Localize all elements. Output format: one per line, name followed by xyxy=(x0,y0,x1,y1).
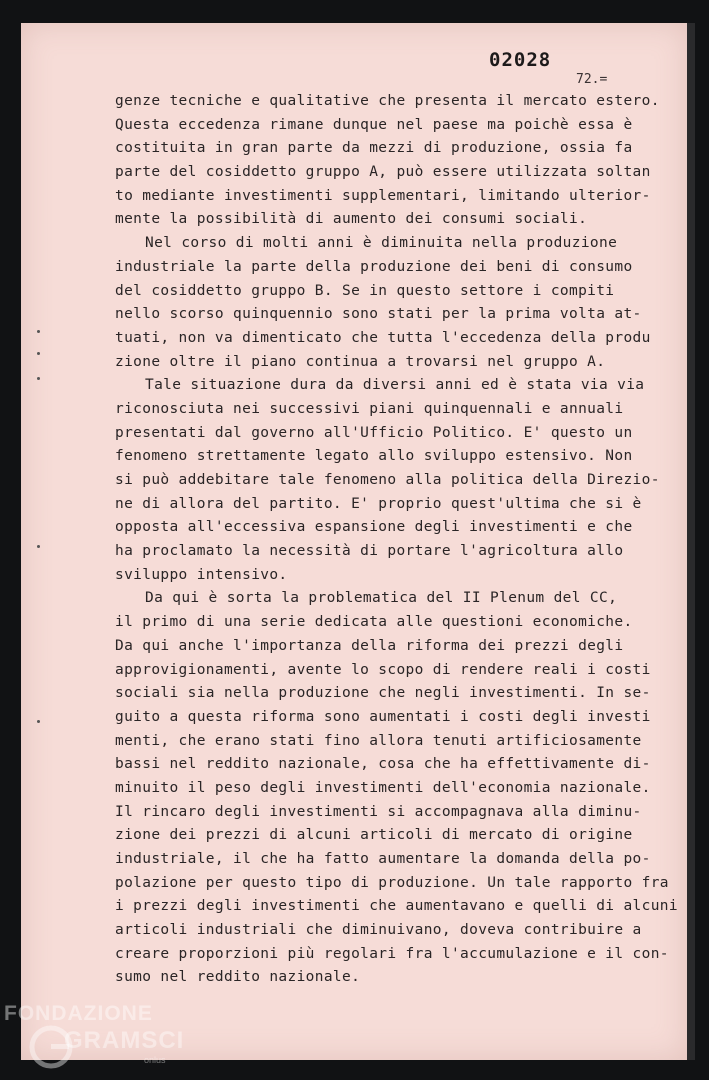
text-line: approvigionamenti, avente lo scopo di rendere reali i costi xyxy=(115,661,651,678)
text-line: nello scorso quinquennio sono stati per la prima volta at- xyxy=(115,306,642,323)
text-line: costituita in gran parte da mezzi di produzione, ossia fa xyxy=(115,140,633,157)
text-line: ha proclamato la necessità di portare l'agricoltura allo xyxy=(115,543,624,560)
watermark-logo xyxy=(4,1002,204,1080)
text-line: Nel corso di molti anni è diminuita nella produzione xyxy=(145,235,618,252)
text-line: to mediante investimenti supplementari, limitando ulterior- xyxy=(115,187,651,204)
margin-mark xyxy=(37,545,40,548)
text-line: ne di allora del partito. E' proprio quest'ultima che si è xyxy=(115,495,642,512)
text-line: Il rincaro degli investimenti si accompagnava alla diminu- xyxy=(115,803,642,820)
text-line: presentati dal governo all'Ufficio Politico. E' questo un xyxy=(115,424,633,441)
text-line: tuati, non va dimenticato che tutta l'eccedenza della produ xyxy=(115,329,651,346)
text-line: guito a questa riforma sono aumentati i costi degli investi xyxy=(115,708,651,725)
watermark-line2: GRAMSCI xyxy=(64,1027,185,1054)
text-line: zione oltre il piano continua a trovarsi nel gruppo A. xyxy=(115,353,606,370)
text-line: opposta all'eccessiva espansione degli investimenti e che xyxy=(115,519,633,536)
text-line: sumo nel reddito nazionale. xyxy=(115,969,361,986)
text-line: Da qui anche l'importanza della riforma dei prezzi degli xyxy=(115,637,624,654)
margin-mark xyxy=(37,330,40,333)
text-line: Tale situazione dura da diversi anni ed è stata via via xyxy=(145,377,645,394)
document-body xyxy=(115,90,678,990)
text-line: si può addebitare tale fenomeno alla politica della Direzio- xyxy=(115,472,660,488)
text-line: creare proporzioni più regolari fra l'accumulazione e il con- xyxy=(115,945,669,962)
text-line: del cosiddetto gruppo B. Se in questo settore i compiti xyxy=(115,282,615,299)
text-line: industriale la parte della produzione dei beni di consumo xyxy=(115,258,633,275)
text-line: mente la possibilità di aumento dei consumi sociali. xyxy=(115,211,588,228)
text-line: fenomeno strettamente legato allo sviluppo estensivo. Non xyxy=(115,448,633,465)
page-number: 72.= xyxy=(576,72,608,87)
text-line: sviluppo intensivo. xyxy=(115,566,288,583)
text-line: parte del cosiddetto gruppo A, può essere utilizzata soltan xyxy=(115,164,651,181)
margin-mark xyxy=(37,352,40,355)
text-line: zione dei prezzi di alcuni articoli di mercato di origine xyxy=(115,827,633,844)
text-line: articoli industriali che diminuivano, doveva contribuire a xyxy=(115,922,642,939)
watermark-line1: FONDAZIONE xyxy=(4,1002,153,1025)
text-line: polazione per questo tipo di produzione. Un tale rapporto fra xyxy=(115,874,669,891)
scan-edge xyxy=(687,23,695,1060)
text-line: riconosciuta nei successivi piani quinquennali e annuali xyxy=(115,400,624,417)
archive-number: 02028 xyxy=(489,49,552,71)
text-line: minuito il peso degli investimenti dell'economia nazionale. xyxy=(115,779,651,796)
text-line: Questa eccedenza rimane dunque nel paese ma poichè essa è xyxy=(115,116,633,133)
text-line: industriale, il che ha fatto aumentare la domanda della po- xyxy=(115,851,651,867)
text-line: i prezzi degli investimenti che aumentavano e quelli di alcuni xyxy=(115,898,678,915)
text-line: il primo di una serie dedicata alle questioni economiche. xyxy=(115,614,633,631)
watermark-line3: onlus xyxy=(144,1055,166,1065)
text-line: genze tecniche e qualitative che presenta il mercato estero. xyxy=(115,93,660,109)
text-line: menti, che erano stati fino allora tenuti artificiosamente xyxy=(115,732,642,749)
margin-mark xyxy=(37,720,40,723)
margin-mark xyxy=(37,377,40,380)
text-line: sociali sia nella produzione che negli investimenti. In se- xyxy=(115,685,651,702)
text-line: Da qui è sorta la problematica del II Plenum del CC, xyxy=(145,590,618,607)
text-line: bassi nel reddito nazionale, cosa che ha effettivamente di- xyxy=(115,756,651,773)
